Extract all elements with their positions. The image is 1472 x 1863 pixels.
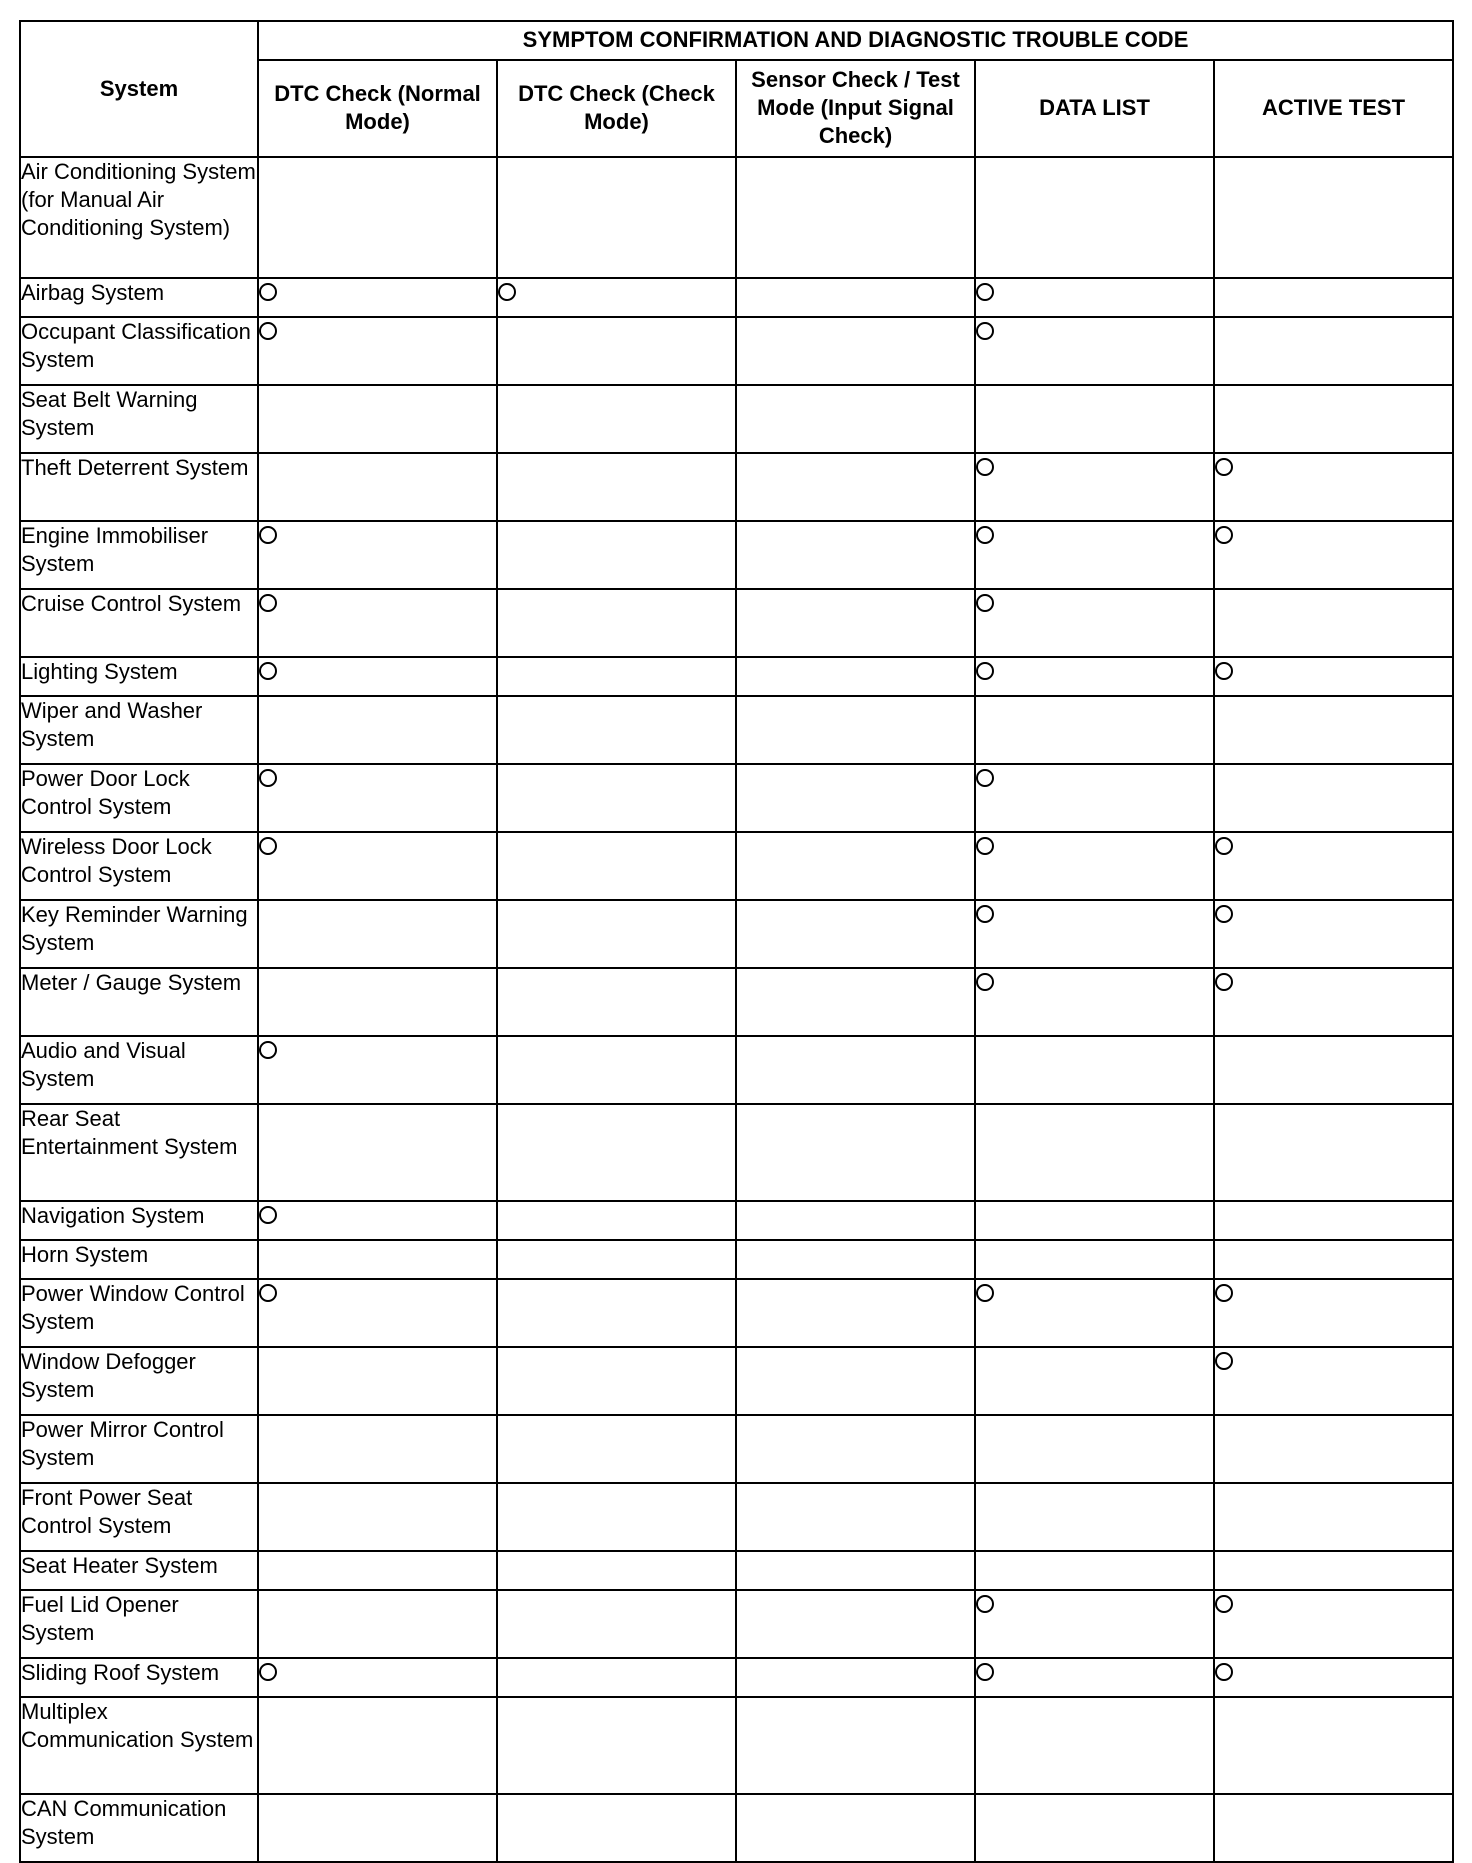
dtc-normal-mode-cell — [258, 1104, 497, 1201]
table-row — [20, 521, 1453, 589]
circle-mark-icon — [976, 905, 994, 923]
dtc-normal-mode-cell — [258, 1036, 497, 1104]
data-list-cell — [975, 657, 1214, 696]
system-name-cell: Lighting System — [20, 657, 258, 696]
sensor-check-cell — [736, 157, 975, 278]
dtc-normal-mode-cell — [258, 157, 497, 278]
active-test-cell — [1214, 1794, 1453, 1862]
sensor-check-cell — [736, 1279, 975, 1347]
diagnostic-function-table — [19, 20, 1454, 1863]
circle-mark-icon — [1215, 1284, 1233, 1302]
sensor-check-cell — [736, 1201, 975, 1240]
sensor-check-cell — [736, 764, 975, 832]
table-row — [20, 1036, 1453, 1104]
system-name-cell: Fuel Lid Opener System — [20, 1590, 258, 1658]
circle-mark-icon — [1215, 905, 1233, 923]
sensor-check-cell — [736, 1551, 975, 1590]
active-test-cell — [1214, 278, 1453, 317]
data-list-cell — [975, 1483, 1214, 1551]
circle-mark-icon — [1215, 458, 1233, 476]
system-name-cell: Meter / Gauge System — [20, 968, 258, 1036]
circle-mark-icon — [259, 1284, 277, 1302]
circle-mark-icon — [976, 973, 994, 991]
system-name-cell: Power Mirror Control System — [20, 1415, 258, 1483]
table-row — [20, 278, 1453, 317]
data-list-cell — [975, 385, 1214, 453]
active-test-cell — [1214, 696, 1453, 764]
dtc-check-mode-cell — [497, 657, 736, 696]
dtc-normal-mode-cell — [258, 589, 497, 657]
circle-mark-icon — [259, 283, 277, 301]
sensor-check-cell — [736, 453, 975, 521]
dtc-normal-mode-cell — [258, 1590, 497, 1658]
data-list-header: DATA LIST — [975, 60, 1214, 157]
dtc-check-mode-cell — [497, 453, 736, 521]
active-test-cell — [1214, 385, 1453, 453]
dtc-normal-mode-cell — [258, 1658, 497, 1697]
dtc-check-mode-cell — [497, 764, 736, 832]
circle-mark-icon — [976, 837, 994, 855]
data-list-cell — [975, 589, 1214, 657]
active-test-cell — [1214, 1697, 1453, 1794]
table-row — [20, 385, 1453, 453]
system-name-cell: Power Door Lock Control System — [20, 764, 258, 832]
sensor-check-cell — [736, 278, 975, 317]
active-test-cell — [1214, 1347, 1453, 1415]
active-test-cell — [1214, 900, 1453, 968]
data-list-cell — [975, 1104, 1214, 1201]
active-test-cell — [1214, 1551, 1453, 1590]
dtc-check-mode-cell — [497, 1551, 736, 1590]
data-list-cell — [975, 453, 1214, 521]
system-name-cell: Power Window Control System — [20, 1279, 258, 1347]
dtc-normal-mode-cell — [258, 1551, 497, 1590]
data-list-cell — [975, 764, 1214, 832]
dtc-normal-mode-cell — [258, 764, 497, 832]
table-row — [20, 1279, 1453, 1347]
dtc-check-mode-cell — [497, 832, 736, 900]
sensor-check-cell — [736, 1415, 975, 1483]
system-name-cell: Seat Heater System — [20, 1551, 258, 1590]
table-row — [20, 696, 1453, 764]
system-column-header: System — [20, 21, 258, 157]
table-row — [20, 1347, 1453, 1415]
sensor-check-cell — [736, 1036, 975, 1104]
circle-mark-icon — [259, 662, 277, 680]
table-row — [20, 1415, 1453, 1483]
dtc-normal-mode-cell — [258, 1794, 497, 1862]
data-list-cell — [975, 317, 1214, 385]
system-name-cell: Multiplex Communication System — [20, 1697, 258, 1794]
system-name-cell: Cruise Control System — [20, 589, 258, 657]
system-name-cell: Airbag System — [20, 278, 258, 317]
sensor-check-cell — [736, 1590, 975, 1658]
dtc-normal-mode-cell — [258, 317, 497, 385]
active-test-cell — [1214, 1590, 1453, 1658]
symptom-confirmation-group-header: SYMPTOM CONFIRMATION AND DIAGNOSTIC TROUBLE CODE — [258, 21, 1453, 60]
dtc-check-mode-cell — [497, 1415, 736, 1483]
sensor-check-cell — [736, 1240, 975, 1279]
sensor-check-cell — [736, 1794, 975, 1862]
table-row — [20, 1658, 1453, 1697]
circle-mark-icon — [259, 322, 277, 340]
circle-mark-icon — [1215, 973, 1233, 991]
dtc-check-mode-cell — [497, 1201, 736, 1240]
system-name-cell: Air Conditioning System (for Manual Air Conditioning System) — [20, 157, 258, 278]
circle-mark-icon — [976, 769, 994, 787]
dtc-normal-mode-cell — [258, 900, 497, 968]
circle-mark-icon — [1215, 1663, 1233, 1681]
sensor-check-cell — [736, 968, 975, 1036]
dtc-check-mode-cell — [497, 1794, 736, 1862]
circle-mark-icon — [259, 1663, 277, 1681]
system-name-cell: Audio and Visual System — [20, 1036, 258, 1104]
active-test-cell — [1214, 317, 1453, 385]
active-test-cell — [1214, 589, 1453, 657]
circle-mark-icon — [259, 1041, 277, 1059]
data-list-cell — [975, 696, 1214, 764]
data-list-cell — [975, 1036, 1214, 1104]
dtc-check-mode-cell — [497, 1240, 736, 1279]
circle-mark-icon — [259, 526, 277, 544]
circle-mark-icon — [259, 837, 277, 855]
dtc-check-mode-cell — [497, 968, 736, 1036]
sensor-check-cell — [736, 1104, 975, 1201]
dtc-normal-mode-cell — [258, 1201, 497, 1240]
dtc-normal-mode-cell — [258, 968, 497, 1036]
dtc-normal-mode-cell — [258, 521, 497, 589]
dtc-check-mode-cell — [497, 1279, 736, 1347]
active-test-cell — [1214, 1036, 1453, 1104]
system-name-cell: CAN Communication System — [20, 1794, 258, 1862]
system-name-cell: Horn System — [20, 1240, 258, 1279]
dtc-check-mode-cell — [497, 317, 736, 385]
sensor-check-cell — [736, 657, 975, 696]
dtc-normal-mode-cell — [258, 385, 497, 453]
table-row — [20, 589, 1453, 657]
dtc-check-mode-cell — [497, 589, 736, 657]
system-name-cell: Key Reminder Warning System — [20, 900, 258, 968]
circle-mark-icon — [976, 458, 994, 476]
dtc-normal-mode-cell — [258, 696, 497, 764]
dtc-normal-mode-cell — [258, 1415, 497, 1483]
table-row — [20, 832, 1453, 900]
active-test-cell — [1214, 1415, 1453, 1483]
dtc-normal-mode-cell — [258, 1240, 497, 1279]
dtc-check-mode-cell — [497, 900, 736, 968]
active-test-cell — [1214, 1201, 1453, 1240]
data-list-cell — [975, 1201, 1214, 1240]
dtc-normal-mode-cell — [258, 1483, 497, 1551]
dtc-check-mode-header: DTC Check (Check Mode) — [497, 60, 736, 157]
circle-mark-icon — [976, 526, 994, 544]
data-list-cell — [975, 278, 1214, 317]
active-test-cell — [1214, 453, 1453, 521]
data-list-cell — [975, 157, 1214, 278]
table-row — [20, 1104, 1453, 1201]
sensor-check-cell — [736, 1697, 975, 1794]
dtc-check-mode-cell — [497, 1590, 736, 1658]
table-row — [20, 657, 1453, 696]
dtc-normal-mode-header: DTC Check (Normal Mode) — [258, 60, 497, 157]
system-name-cell: Wiper and Washer System — [20, 696, 258, 764]
active-test-header: ACTIVE TEST — [1214, 60, 1453, 157]
circle-mark-icon — [976, 594, 994, 612]
active-test-cell — [1214, 1240, 1453, 1279]
sensor-check-header: Sensor Check / Test Mode (Input Signal Check) — [736, 60, 975, 157]
active-test-cell — [1214, 1483, 1453, 1551]
table-row — [20, 900, 1453, 968]
dtc-normal-mode-cell — [258, 1279, 497, 1347]
sensor-check-cell — [736, 1347, 975, 1415]
active-test-cell — [1214, 1279, 1453, 1347]
sensor-check-cell — [736, 900, 975, 968]
sensor-check-cell — [736, 317, 975, 385]
circle-mark-icon — [259, 769, 277, 787]
circle-mark-icon — [976, 283, 994, 301]
dtc-normal-mode-cell — [258, 657, 497, 696]
active-test-cell — [1214, 657, 1453, 696]
data-list-cell — [975, 1279, 1214, 1347]
sensor-check-cell — [736, 696, 975, 764]
table-row — [20, 968, 1453, 1036]
circle-mark-icon — [976, 1284, 994, 1302]
data-list-cell — [975, 1590, 1214, 1658]
sensor-check-cell — [736, 832, 975, 900]
dtc-normal-mode-cell — [258, 1697, 497, 1794]
data-list-cell — [975, 521, 1214, 589]
active-test-cell — [1214, 157, 1453, 278]
circle-mark-icon — [1215, 1352, 1233, 1370]
dtc-check-mode-cell — [497, 1104, 736, 1201]
system-name-cell: Theft Deterrent System — [20, 453, 258, 521]
active-test-cell — [1214, 1104, 1453, 1201]
table-row — [20, 1697, 1453, 1794]
circle-mark-icon — [976, 1663, 994, 1681]
dtc-check-mode-cell — [497, 1036, 736, 1104]
system-name-cell: Rear Seat Entertainment System — [20, 1104, 258, 1201]
table-row — [20, 1590, 1453, 1658]
circle-mark-icon — [1215, 1595, 1233, 1613]
data-list-cell — [975, 1658, 1214, 1697]
circle-mark-icon — [976, 1595, 994, 1613]
circle-mark-icon — [1215, 526, 1233, 544]
sensor-check-cell — [736, 1658, 975, 1697]
system-name-cell: Occupant Classification System — [20, 317, 258, 385]
dtc-check-mode-cell — [497, 1347, 736, 1415]
table-row — [20, 1240, 1453, 1279]
dtc-check-mode-cell — [497, 696, 736, 764]
sensor-check-cell — [736, 1483, 975, 1551]
sensor-check-cell — [736, 589, 975, 657]
system-name-cell: Engine Immobiliser System — [20, 521, 258, 589]
data-list-cell — [975, 1697, 1214, 1794]
table-row — [20, 1483, 1453, 1551]
data-list-cell — [975, 900, 1214, 968]
table-row — [20, 1201, 1453, 1240]
system-name-cell: Navigation System — [20, 1201, 258, 1240]
dtc-check-mode-cell — [497, 278, 736, 317]
table-row — [20, 317, 1453, 385]
data-list-cell — [975, 1415, 1214, 1483]
dtc-normal-mode-cell — [258, 453, 497, 521]
active-test-cell — [1214, 832, 1453, 900]
dtc-check-mode-cell — [497, 385, 736, 453]
system-name-cell: Front Power Seat Control System — [20, 1483, 258, 1551]
active-test-cell — [1214, 764, 1453, 832]
circle-mark-icon — [259, 1206, 277, 1224]
dtc-normal-mode-cell — [258, 832, 497, 900]
table-row — [20, 453, 1453, 521]
circle-mark-icon — [976, 662, 994, 680]
sensor-check-cell — [736, 385, 975, 453]
dtc-check-mode-cell — [497, 1658, 736, 1697]
data-list-cell — [975, 968, 1214, 1036]
data-list-cell — [975, 832, 1214, 900]
dtc-check-mode-cell — [497, 157, 736, 278]
circle-mark-icon — [498, 283, 516, 301]
data-list-cell — [975, 1240, 1214, 1279]
circle-mark-icon — [1215, 662, 1233, 680]
system-name-cell: Wireless Door Lock Control System — [20, 832, 258, 900]
dtc-check-mode-cell — [497, 521, 736, 589]
dtc-check-mode-cell — [497, 1697, 736, 1794]
system-name-cell: Seat Belt Warning System — [20, 385, 258, 453]
circle-mark-icon — [1215, 837, 1233, 855]
table-row — [20, 764, 1453, 832]
dtc-check-mode-cell — [497, 1483, 736, 1551]
active-test-cell — [1214, 1658, 1453, 1697]
table-row — [20, 1794, 1453, 1862]
data-list-cell — [975, 1794, 1214, 1862]
table-body — [20, 157, 1453, 1862]
circle-mark-icon — [259, 594, 277, 612]
system-name-cell: Sliding Roof System — [20, 1658, 258, 1697]
circle-mark-icon — [976, 322, 994, 340]
active-test-cell — [1214, 521, 1453, 589]
dtc-normal-mode-cell — [258, 1347, 497, 1415]
data-list-cell — [975, 1347, 1214, 1415]
active-test-cell — [1214, 968, 1453, 1036]
sensor-check-cell — [736, 521, 975, 589]
data-list-cell — [975, 1551, 1214, 1590]
dtc-normal-mode-cell — [258, 278, 497, 317]
system-name-cell: Window Defogger System — [20, 1347, 258, 1415]
table-row — [20, 157, 1453, 278]
table-row — [20, 1551, 1453, 1590]
